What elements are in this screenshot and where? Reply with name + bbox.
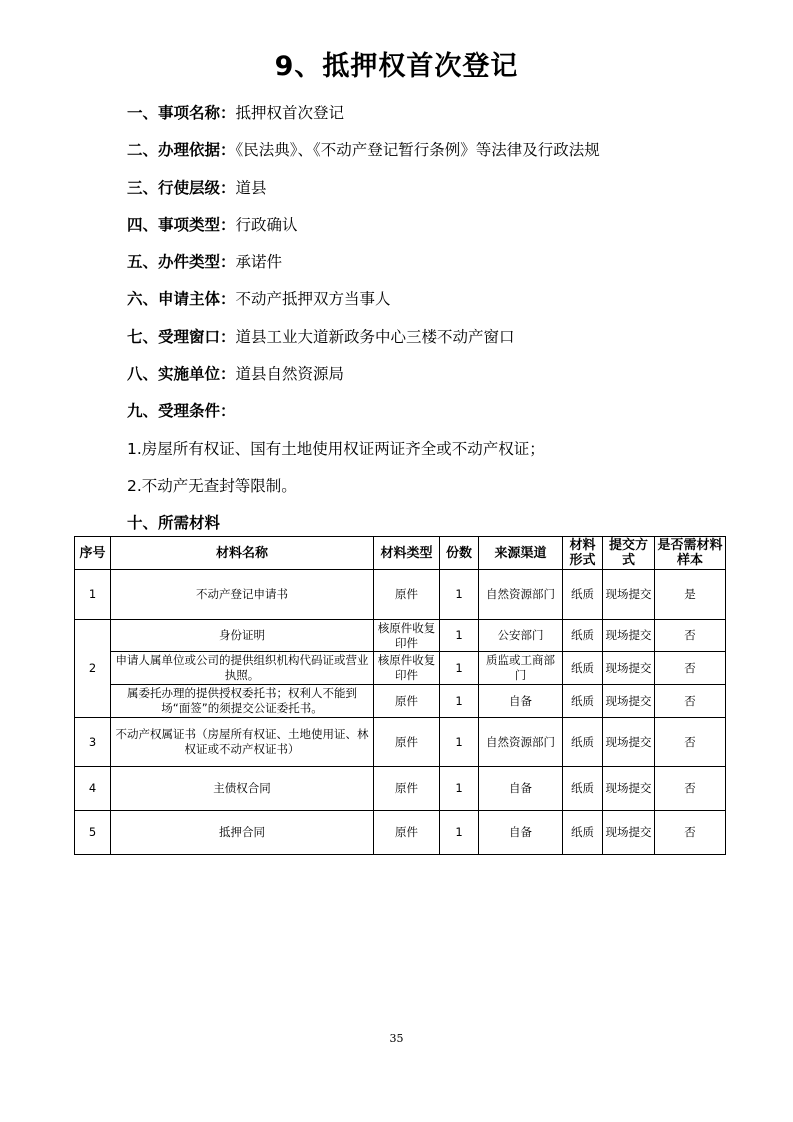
cell-sample: 否 (655, 652, 726, 685)
item-value: 《民法典》、《不动产登记暂行条例》等法律及行政法规 (235, 141, 600, 160)
item-label: 一、事项名称： (127, 104, 236, 122)
cell-form: 纸质 (563, 767, 603, 811)
cell-count: 1 (440, 652, 479, 685)
item-value: 承诺件 (235, 253, 283, 272)
cell-no: 2 (75, 620, 111, 718)
cell-name: 不动产权属证书（房屋所有权证、土地使用证、林权证或不动产权证书） (111, 718, 374, 767)
cell-source: 公安部门 (479, 620, 563, 652)
cell-name: 申请人属单位或公司的提供组织机构代码证或营业执照。 (111, 652, 374, 685)
header-type: 材料类型 (374, 537, 440, 570)
cell-no: 5 (75, 811, 111, 855)
cell-submit: 现场提交 (603, 652, 655, 685)
cell-type: 原件 (374, 811, 440, 855)
item-type (127, 212, 747, 249)
cell-form: 纸质 (563, 652, 603, 685)
item-basis (127, 137, 747, 174)
item-applicant (127, 286, 747, 323)
item-value: 抵押权首次登记 (235, 104, 345, 122)
cell-form: 纸质 (563, 811, 603, 855)
cell-count: 1 (440, 718, 479, 767)
cell-source: 自备 (479, 811, 563, 855)
item-case-type (127, 249, 747, 286)
item-unit (127, 361, 747, 398)
cell-source: 自然资源部门 (479, 718, 563, 767)
materials-label: 十、所需材料 (127, 514, 221, 533)
table-row (75, 652, 726, 685)
item-value: 道县工业大道新政务中心三楼不动产窗口 (235, 327, 515, 346)
item-label: 三、行使层级： (127, 178, 236, 197)
cell-count: 1 (440, 767, 479, 811)
cell-count: 1 (440, 620, 479, 652)
cell-form: 纸质 (563, 718, 603, 767)
item-label: 四、事项类型： (127, 215, 236, 234)
conditions-label: 九、受理条件： (127, 402, 236, 421)
cell-count: 1 (440, 570, 479, 620)
cell-form: 纸质 (563, 620, 603, 652)
cell-no: 4 (75, 767, 111, 811)
cell-name: 抵押合同 (111, 811, 374, 855)
page-number: 35 (389, 1032, 404, 1045)
cell-no: 3 (75, 718, 111, 767)
cell-submit: 现场提交 (603, 620, 655, 652)
item-value: 不动产抵押双方当事人 (235, 290, 391, 309)
cell-sample: 否 (655, 685, 726, 718)
header-submit: 提交方式 (603, 537, 655, 570)
cell-name: 不动产登记申请书 (111, 570, 374, 620)
header-sample: 是否需材料样本 (655, 537, 726, 570)
table-row (75, 718, 726, 767)
header-source: 来源渠道 (479, 537, 563, 570)
cell-source: 自备 (479, 685, 563, 718)
cell-submit: 现场提交 (603, 685, 655, 718)
condition-line: 2.不动产无查封等限制。 (127, 476, 297, 495)
cell-count: 1 (440, 811, 479, 855)
cell-no: 1 (75, 570, 111, 620)
materials-table (74, 536, 726, 855)
item-label: 六、申请主体： (127, 290, 236, 309)
cell-source: 自备 (479, 767, 563, 811)
cell-sample: 否 (655, 620, 726, 652)
cell-sample: 否 (655, 718, 726, 767)
table-row (75, 811, 726, 855)
cell-name: 属委托办理的提供授权委托书；权利人不能到场“面签”的须提交公证委托书。 (111, 685, 374, 718)
item-label: 七、受理窗口： (127, 327, 236, 346)
cell-sample: 否 (655, 767, 726, 811)
cell-form: 纸质 (563, 685, 603, 718)
cell-submit: 现场提交 (603, 570, 655, 620)
cell-submit: 现场提交 (603, 767, 655, 811)
cell-sample: 是 (655, 570, 726, 620)
item-label: 八、实施单位： (127, 365, 236, 384)
cell-source: 质监或工商部门 (479, 652, 563, 685)
cell-type: 原件 (374, 685, 440, 718)
cell-type: 核原件收复印件 (374, 620, 440, 652)
header-no: 序号 (75, 537, 111, 570)
header-form: 材料形式 (563, 537, 603, 570)
table-row (75, 767, 726, 811)
item-value: 行政确认 (235, 215, 298, 234)
table-row (75, 620, 726, 652)
conditions-heading (127, 398, 747, 435)
info-list (127, 100, 747, 548)
header-count: 份数 (440, 537, 479, 570)
cell-count: 1 (440, 685, 479, 718)
cell-name: 主债权合同 (111, 767, 374, 811)
cell-submit: 现场提交 (603, 718, 655, 767)
cell-name: 身份证明 (111, 620, 374, 652)
item-value: 道县 (235, 178, 267, 197)
item-label: 五、办件类型： (127, 253, 236, 272)
cell-type: 原件 (374, 718, 440, 767)
table-row (75, 570, 726, 620)
page-title: 9、抵押权首次登记 (274, 51, 519, 82)
item-value: 道县自然资源局 (235, 365, 345, 384)
cell-type: 原件 (374, 767, 440, 811)
cell-submit: 现场提交 (603, 811, 655, 855)
cell-sample: 否 (655, 811, 726, 855)
condition-line: 1.房屋所有权证、国有土地使用权证两证齐全或不动产权证； (127, 439, 545, 458)
table-header-row (75, 537, 726, 570)
cell-type: 原件 (374, 570, 440, 620)
cell-type: 核原件收复印件 (374, 652, 440, 685)
table-row (75, 685, 726, 718)
item-label: 二、办理依据： (127, 141, 236, 160)
item-window (127, 324, 747, 361)
item-name (127, 100, 747, 137)
cell-source: 自然资源部门 (479, 570, 563, 620)
item-level (127, 175, 747, 212)
header-name: 材料名称 (111, 537, 374, 570)
cell-form: 纸质 (563, 570, 603, 620)
